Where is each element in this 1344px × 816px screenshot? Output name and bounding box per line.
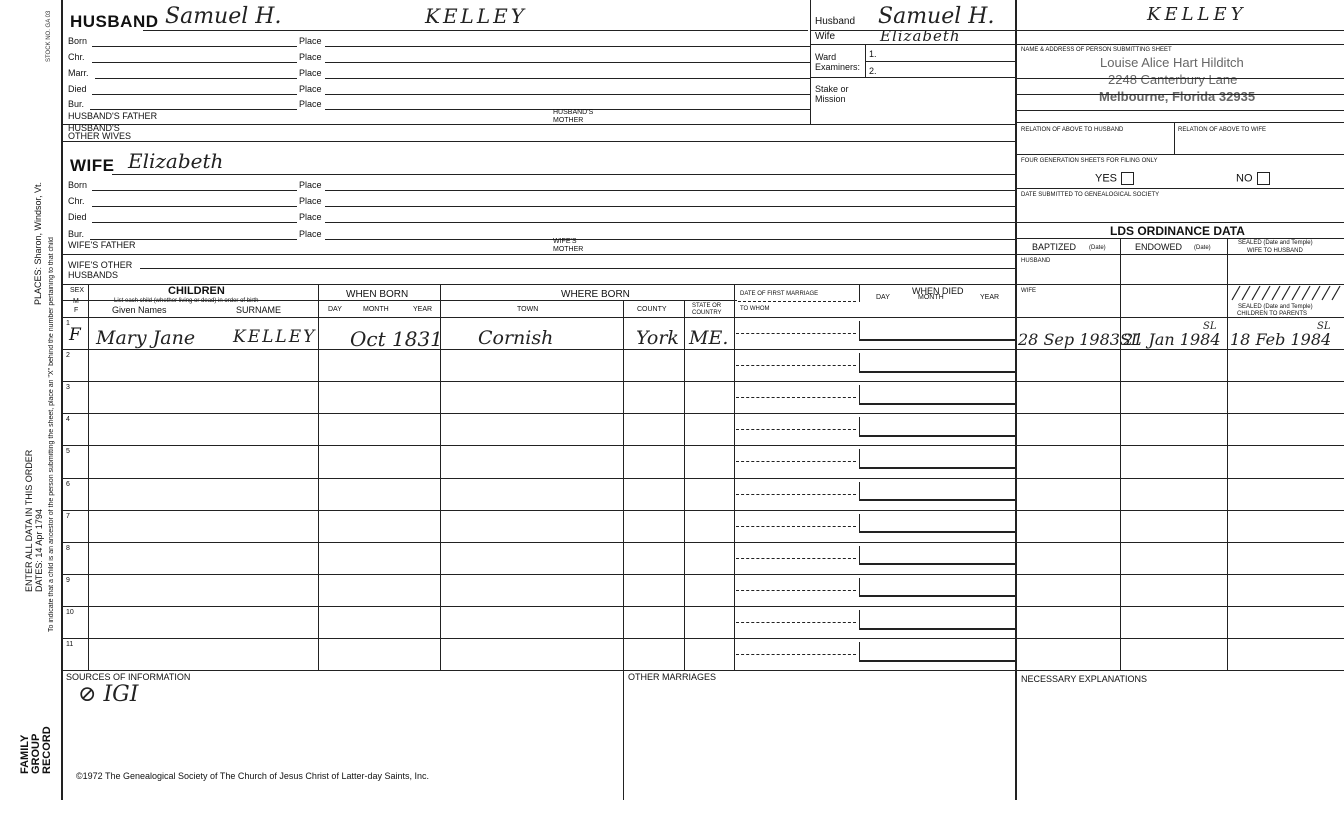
child-1-baptized[interactable]: 28 Sep 1983SL — [1018, 330, 1142, 349]
child-1-state[interactable]: ME. — [689, 327, 729, 349]
child-1-given-names[interactable]: Mary Jane — [96, 327, 196, 349]
panel-husband-surname[interactable]: KELLEY — [1147, 4, 1247, 25]
child-row-number: 8 — [66, 544, 70, 552]
husband-surname[interactable]: KELLEY — [425, 4, 527, 28]
died-bracket — [859, 546, 1016, 566]
died-bracket — [859, 578, 1016, 598]
dates-note: DATES: 14 Apr 1794 — [34, 509, 44, 592]
marriage-dash-line — [736, 590, 856, 591]
child-row-number: 2 — [66, 352, 70, 360]
died-bracket — [859, 385, 1016, 405]
child-1-sealed[interactable]: 18 Feb 1984 — [1230, 330, 1332, 349]
child-row-line — [62, 349, 1344, 350]
child-row-number: 11 — [66, 641, 74, 648]
children-header: CHILDREN — [168, 285, 225, 297]
marriage-dash-line — [736, 526, 856, 527]
died-bracket — [859, 610, 1016, 630]
husband-other-wives-label: HUSBAND'S OTHER WIVES — [68, 123, 132, 141]
child-row-number: 5 — [66, 448, 70, 456]
marriage-dash-line — [736, 429, 856, 430]
necessary-explanations-label: NECESSARY EXPLANATIONS — [1021, 674, 1148, 684]
child-row-number: 7 — [66, 512, 70, 520]
wife-father-label: WIFE'S FATHER — [68, 240, 136, 250]
husband-section-divider — [810, 0, 811, 125]
died-bracket — [859, 642, 1016, 662]
marriage-dash-line — [736, 558, 856, 559]
child-row-line — [62, 606, 1344, 607]
submitter-label: NAME & ADDRESS OF PERSON SUBMITTING SHEET — [1021, 47, 1172, 53]
marriage-dash-line — [736, 333, 856, 334]
wife-label: WIFE — [70, 156, 115, 175]
marriage-dash-line — [736, 654, 856, 655]
died-bracket — [859, 417, 1016, 437]
died-bracket — [859, 514, 1016, 534]
child-row-line — [62, 542, 1344, 543]
husband-father-label: HUSBAND'S FATHER — [68, 111, 158, 121]
child-1-endowed[interactable]: 21 Jan 1984 — [1123, 330, 1221, 349]
sources-value[interactable]: ⊘ IGI — [78, 682, 139, 707]
husband-label: HUSBAND — [70, 12, 159, 31]
child-row-line — [62, 445, 1344, 446]
marriage-dash-line — [736, 365, 856, 366]
submitter-name[interactable]: Louise Alice Hart Hilditch — [1100, 55, 1244, 70]
died-bracket — [859, 321, 1016, 341]
child-1-when-born[interactable]: Oct 1831 — [350, 327, 443, 351]
sources-label: SOURCES OF INFORMATION — [66, 672, 191, 682]
child-1-surname[interactable]: KELLEY — [233, 327, 317, 347]
panel-husband-given[interactable]: Samuel H. — [878, 4, 995, 29]
marriage-dash-line — [736, 397, 856, 398]
child-row-line — [62, 574, 1344, 575]
husband-given-name[interactable]: Samuel H. — [165, 4, 282, 29]
wife-given-name[interactable]: Elizabeth — [128, 149, 224, 173]
child-row-line — [62, 478, 1344, 479]
submitter-city[interactable]: Melbourne, Florida 32935 — [1099, 89, 1256, 104]
child-row-number: 10 — [66, 608, 74, 616]
marriage-dash-line — [736, 622, 856, 623]
child-row-number: 6 — [66, 480, 70, 488]
four-gen-no[interactable]: NO — [1236, 172, 1270, 185]
four-gen-yes[interactable]: YES — [1095, 172, 1134, 185]
marriage-dash-line — [736, 461, 856, 462]
child-row-line — [62, 413, 1344, 414]
child-1-town[interactable]: Cornish — [478, 327, 554, 349]
yes-checkbox[interactable] — [1121, 172, 1134, 185]
other-marriages-label: OTHER MARRIAGES — [628, 672, 717, 682]
child-1-sex[interactable]: F — [69, 325, 81, 345]
marriage-dash-line — [736, 494, 856, 495]
child-ancestor-note: To indicate that a child is an ancestor of the person submitting the sheet, place an "X" behind the number pertaining to that child — [48, 237, 55, 632]
enter-order-note: ENTER ALL DATA IN THIS ORDER — [24, 449, 34, 592]
child-row-number: 9 — [66, 576, 70, 584]
no-checkbox[interactable] — [1257, 172, 1270, 185]
wife-other-husbands-label: WIFE'S OTHER HUSBANDS — [68, 260, 133, 280]
form-title: FAMILY GROUP RECORD — [19, 726, 53, 774]
child-row-number: 1 — [66, 320, 70, 327]
panel-wife-given[interactable]: Elizabeth — [880, 27, 961, 45]
places-note: PLACES: Sharon, Windsor, Vt. — [33, 181, 43, 305]
died-bracket — [859, 482, 1016, 502]
left-frame-line — [61, 0, 63, 800]
submitter-street[interactable]: 2248 Canterbury Lane — [1108, 72, 1238, 87]
child-row-line — [62, 510, 1344, 511]
stock-number: STOCK NO. GA 03 — [46, 10, 52, 62]
lds-title: LDS ORDINANCE DATA — [1110, 224, 1245, 238]
child-row-number: 4 — [66, 416, 70, 424]
child-1-sealed-temple[interactable]: SL — [1317, 321, 1331, 332]
died-bracket — [859, 449, 1016, 469]
child-1-county[interactable]: York — [636, 327, 679, 349]
died-bracket — [859, 353, 1016, 373]
child-row-line — [62, 638, 1344, 639]
copyright: ©1972 The Genealogical Society of The Church of Jesus Christ of Latter-day Saints, Inc. — [76, 771, 429, 781]
child-row-number: 3 — [66, 384, 70, 392]
child-row-line — [62, 381, 1344, 382]
child-1-endowed-temple[interactable]: SL — [1203, 321, 1217, 332]
hatched-cell — [1228, 285, 1344, 301]
